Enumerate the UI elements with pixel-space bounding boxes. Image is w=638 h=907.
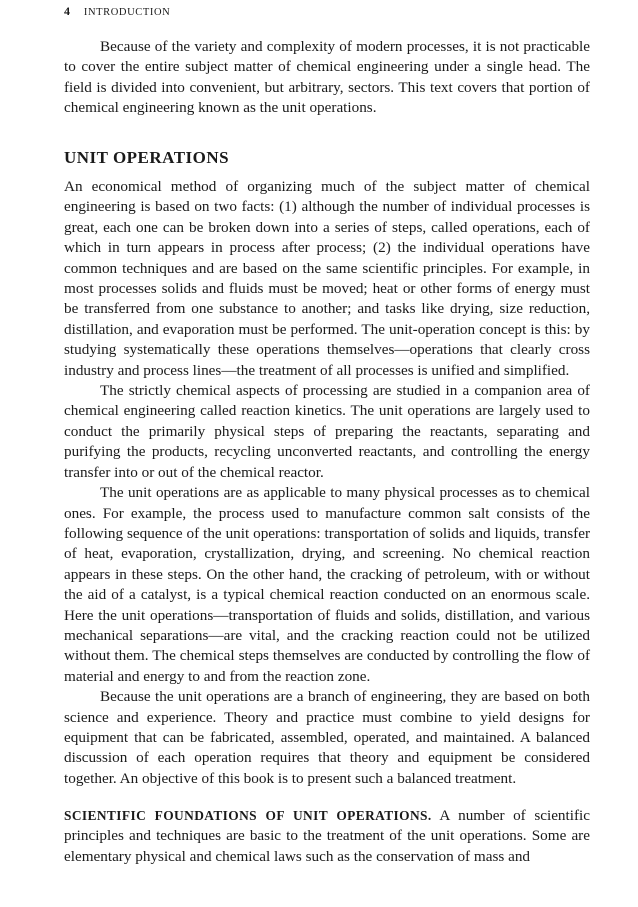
running-head-title: INTRODUCTION (83, 7, 171, 18)
section-body (64, 177, 590, 789)
intro-paragraph: Because of the variety and complexity of modern processes, it is not practicable to cover the entire subject matter of chemical engineering under a single head. The field is divided into convenient, but arbitrary, sectors. This text covers that portion of chemical engineering known as the unit operations. (64, 38, 590, 117)
body-paragraph-3: The unit operations are as applicable to many physical processes as to chemical ones. For example, the process used to manufacture common salt consists of the following sequence of the unit operations: transportation of solids and liquids, transfer of heat, evaporation, crystallization, drying, and screening. No chemical reaction appears in these steps. On the other hand, the cracking of petroleum, with or without the aid of a catalyst, is a typical chemical reaction conducted on an enormous scale. Here the unit operations—transportation of fluids and solids, distillation, and various mechanical separations—are vital, and the cracking reaction could not be utilized without them. The chemical steps themselves are conducted by controlling the flow of material and energy to and from the reaction zone. (64, 484, 590, 685)
intro-block (64, 37, 590, 119)
section-heading: UNIT OPERATIONS (64, 148, 230, 167)
body-paragraph-1: An economical method of organizing much of the subject matter of chemical engineering is based on two facts: (1) although the number of individual processes is great, each one can be broken down into a series of steps, called operations, each of which in turn appears in process after process; (2) the individual operations have common techniques and are based on the same scientific principles. For example, in most processes solids and fluids must be moved; heat or other forms of energy must be transferred from one substance to another; and tasks like drying, size reduction, distillation, and evaporation must be performed. The unit-operation concept is this: by studying systematically these operations themselves—operations that clearly cross industry and process lines—the treatment of all processes is unified and simplified. (64, 178, 590, 379)
running-head (64, 4, 170, 19)
body-paragraph-2: The strictly chemical aspects of processing are studied in a companion area of chemical engineering called reaction kinetics. The unit operations are largely used to conduct the primarily physical steps of preparing the reactants, separating and purifying the products, recycling unconverted reactants, and controlling the energy transfer into or out of the chemical reactor. (64, 382, 590, 481)
body-paragraph-4: Because the unit operations are a branch of engineering, they are based on both science and experience. Theory and practice must combine to yield designs for equipment that can be fabricated, assembled, operated, and maintained. A balanced discussion of each operation requires that theory and equipment be considered together. An objective of this book is to present such a balanced treatment. (64, 688, 590, 787)
page-number: 4 (64, 4, 71, 18)
subsection-paragraph (64, 806, 590, 867)
subsection-block (64, 806, 590, 867)
subsection-heading: SCIENTIFIC FOUNDATIONS OF UNIT OPERATIONS. (64, 808, 432, 823)
subsection-text: A number of scientific principles and techniques are basic to the treatment of the unit operations. Some are elementary physical and chemical laws such as the conservation of mass and (64, 807, 590, 865)
